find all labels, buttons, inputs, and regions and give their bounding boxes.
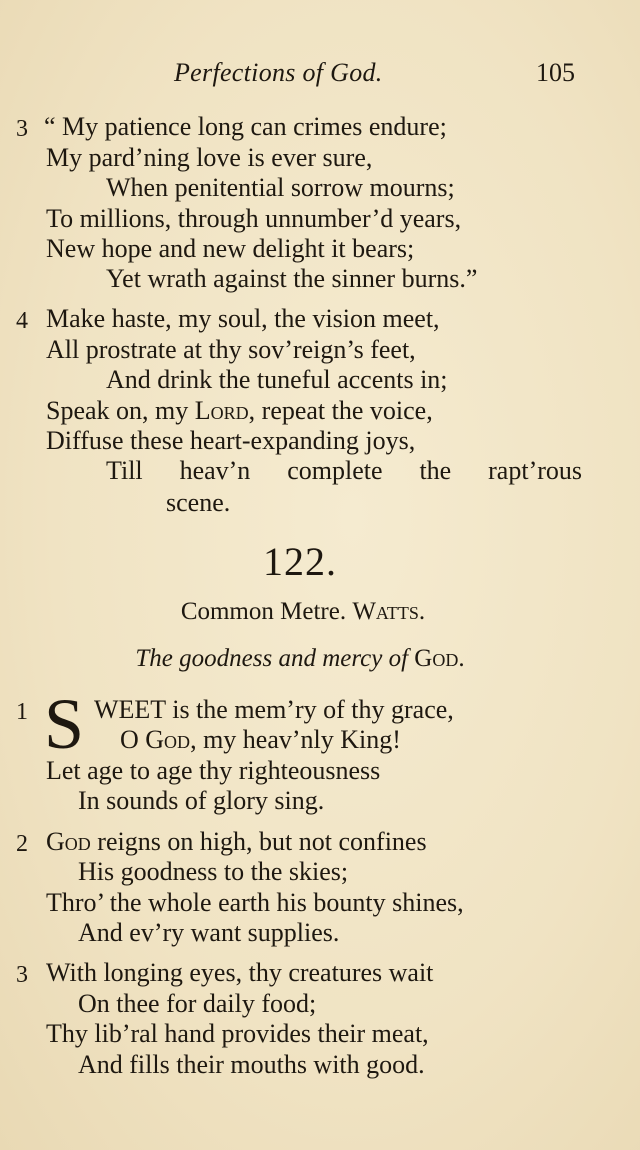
verse-line: On thee for daily food;: [78, 989, 317, 1018]
verse-line: New hope and new delight it bears;: [46, 234, 415, 263]
stanza-number: 2: [16, 831, 28, 857]
verse-line: Make haste, my soul, the vision meet,: [46, 304, 440, 333]
text-run: reigns on high, but not confines: [90, 827, 427, 856]
verse-line: [46, 396, 433, 426]
drop-cap: S: [44, 684, 85, 764]
word: Till: [106, 456, 143, 485]
verse-line: scene.: [166, 488, 231, 517]
verse-line: “ My patience long can crimes endure;: [44, 112, 447, 141]
verse-line-justified: [106, 456, 582, 486]
verse-line: [46, 827, 427, 857]
running-title: Perfections of God.: [174, 58, 383, 87]
tune-line: [0, 598, 606, 626]
stanza-number: 3: [16, 116, 28, 142]
lord-small-caps: Lord: [194, 396, 249, 425]
verse-line: Diffuse these heart-expanding joys,: [46, 426, 416, 455]
verse-line: His goodness to the skies;: [78, 857, 349, 886]
stanza-number: 3: [16, 962, 28, 988]
verse-line: Thro’ the whole earth his bounty shines,: [46, 888, 464, 917]
stanza-number: 1: [16, 699, 28, 725]
verse-line: And fills their mouths with good.: [78, 1050, 425, 1079]
verse-line: All prostrate at thy sov’reign’s feet,: [46, 335, 416, 364]
word: heav’n: [179, 456, 251, 485]
verse-line: In sounds of glory sing.: [78, 786, 325, 815]
verse-line: With longing eyes, thy creatures wait: [46, 958, 434, 987]
verse-line: Let age to age thy righteousness: [46, 756, 381, 785]
hymn-number: 122.: [263, 539, 337, 584]
hymn-subject: [0, 645, 600, 673]
word: rapt’rous: [488, 456, 582, 485]
verse-line: WEET is the mem’ry of thy grace,: [94, 695, 454, 724]
word: complete: [287, 456, 383, 485]
author-name: Watts.: [352, 598, 426, 625]
god-small-caps: God: [145, 725, 191, 754]
verse-line: When penitential sorrow mourns;: [106, 173, 455, 202]
text-run: , my heav’nly King!: [190, 725, 401, 754]
page-number: 105: [536, 58, 575, 87]
word: the: [419, 456, 452, 485]
text-run: Speak on, my: [46, 396, 195, 425]
text-run: , repeat the voice,: [248, 396, 433, 425]
god-small-caps: God.: [414, 645, 465, 672]
verse-line: Yet wrath against the sinner burns.”: [106, 264, 478, 293]
verse-line: [120, 725, 401, 755]
god-small-caps: God: [46, 827, 91, 856]
text-run: O: [120, 725, 146, 754]
stanza-number: 4: [16, 308, 28, 334]
subject-text: The goodness and mercy of: [135, 645, 415, 672]
verse-line: And ev’ry want supplies.: [78, 918, 340, 947]
verse-line: Thy lib’ral hand provides their meat,: [46, 1019, 429, 1048]
verse-line: And drink the tuneful accents in;: [106, 365, 448, 394]
verse-line: To millions, through unnumber’d years,: [46, 204, 462, 233]
metre-label: Common Metre.: [180, 598, 353, 625]
verse-line: My pard’ning love is ever sure,: [46, 143, 373, 172]
